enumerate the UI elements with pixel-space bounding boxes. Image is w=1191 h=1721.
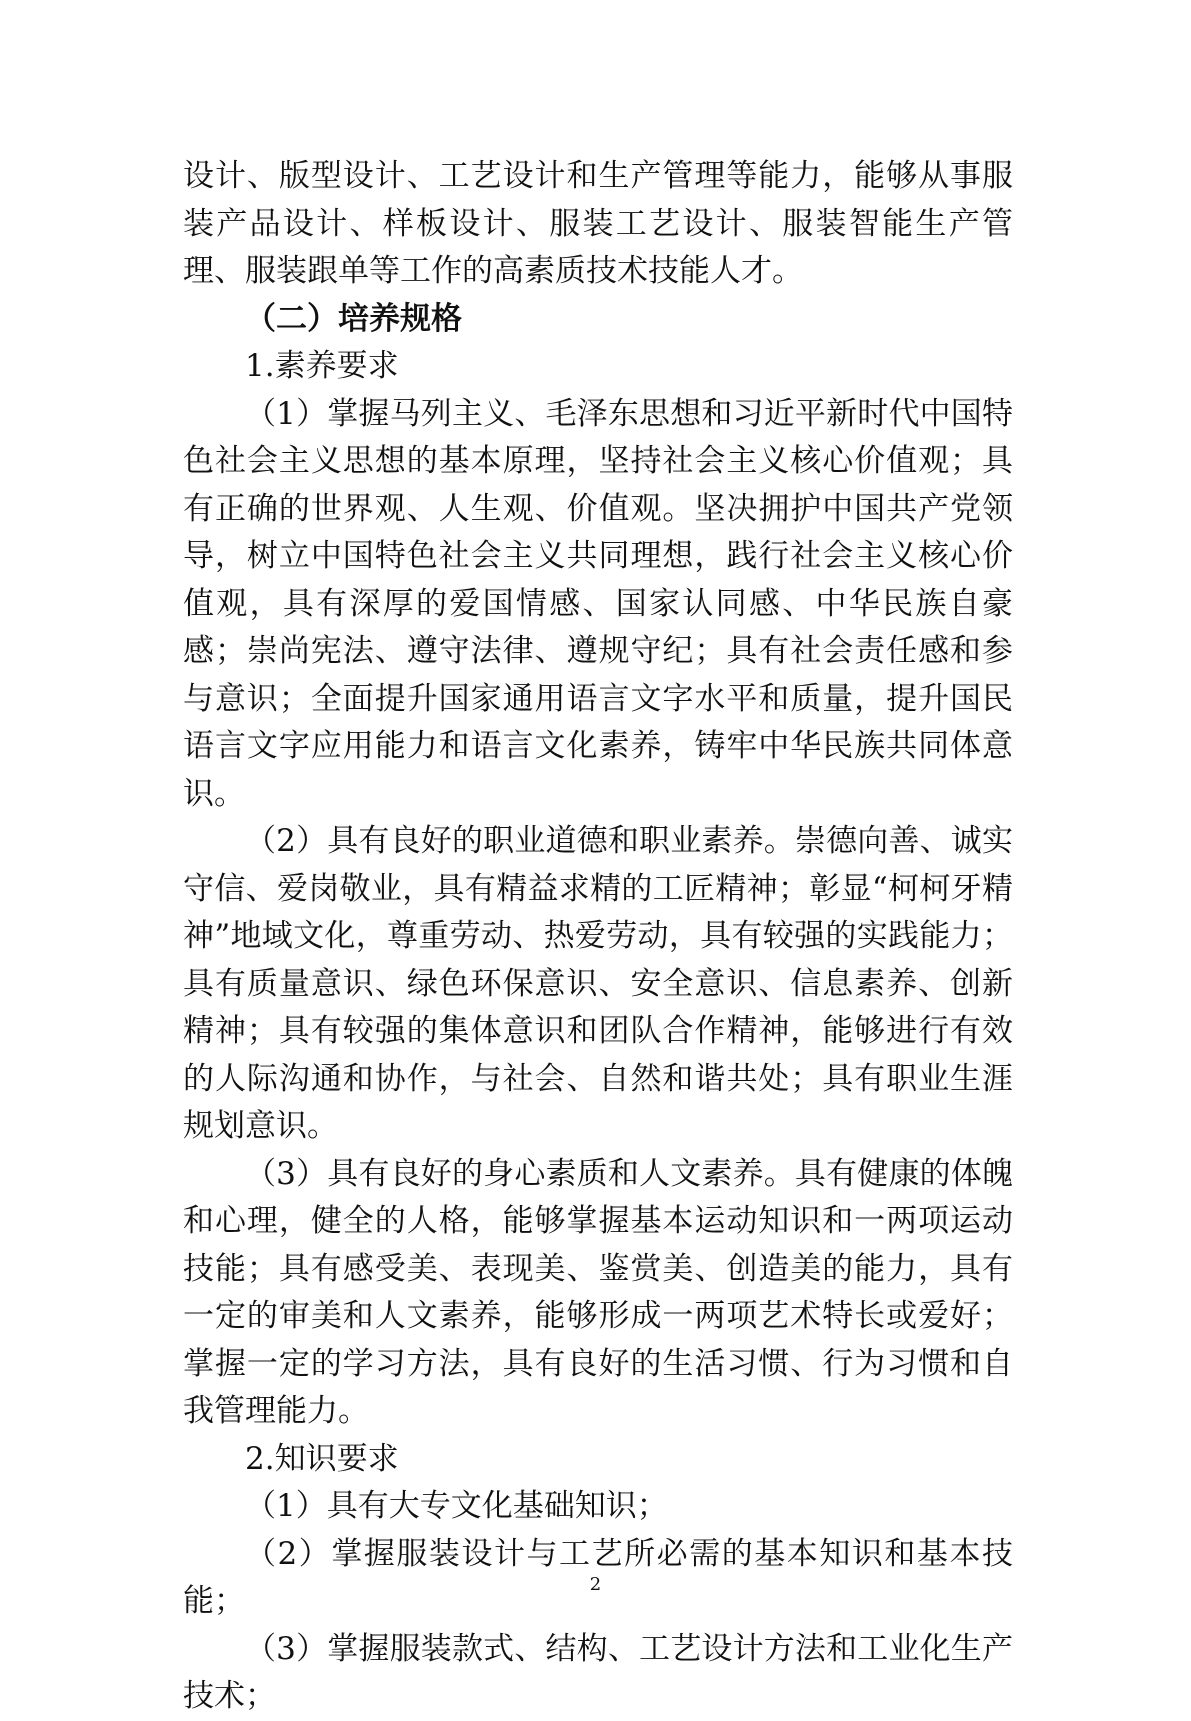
paragraph-training-goal-continuation: 设计、版型设计、工艺设计和生产管理等能力，能够从事服装产品设计、样板设计、服装工艺设计、服装智能生产管理、服装跟单等工作的高素质技术技能人才。 [183,158,1013,289]
paragraph-knowledge-2: （2）掌握服装设计与工艺所必需的基本知识和基本技能； [183,1535,1013,1619]
paragraph-literacy-3: （3）具有良好的身心素质和人文素养。具有健康的体魄和心理，健全的人格，能够掌握基本运动知识和一两项运动技能；具有感受美、表现美、鉴赏美、创造美的能力，具有一定的审美和人文素养，能够形成一两项艺术特长或爱好；掌握一定的学习方法，具有良好的生活习惯、行为习惯和自我管理能力。 [183,1155,1013,1429]
subheading-literacy-requirements: 1.素养要求 [245,348,399,384]
paragraph-literacy-2: （2）具有良好的职业道德和职业素养。崇德向善、诚实守信、爱岗敬业，具有精益求精的工匠精神；彰显“柯柯牙精神”地域文化，尊重劳动、热爱劳动，具有较强的实践能力；具有质量意识、绿色环保意识、安全意识、信息素养、创新精神；具有较强的集体意识和团队合作精神，能够进行有效的人际沟通和协作，与社会、自然和谐共处；具有职业生涯规划意识。 [183,823,1013,1144]
paragraph-knowledge-1: （1）具有大专文化基础知识； [245,1488,668,1524]
body-text [183,153,1013,1721]
section-heading-training-specs: （二）培养规格 [245,300,462,337]
paragraph-knowledge-3: （3）掌握服装款式、结构、工艺设计方法和工业化生产技术； [183,1630,1013,1714]
paragraph-literacy-1: （1）掌握马列主义、毛泽东思想和习近平新时代中国特色社会主义思想的基本原理，坚持社会主义核心价值观；具有正确的世界观、人生观、价值观。坚决拥护中国共产党领导，树立中国特色社会主义共同理想，践行社会主义核心价值观，具有深厚的爱国情感、国家认同感、中华民族自豪感；崇尚宪法、遵守法律、遵规守纪；具有社会责任感和参与意识；全面提升国家通用语言文字水平和质量，提升国民语言文字应用能力和语言文化素养，铸牢中华民族共同体意识。 [183,395,1013,812]
subheading-knowledge-requirements: 2.知识要求 [245,1440,399,1477]
page-number: 2 [589,1574,602,1595]
